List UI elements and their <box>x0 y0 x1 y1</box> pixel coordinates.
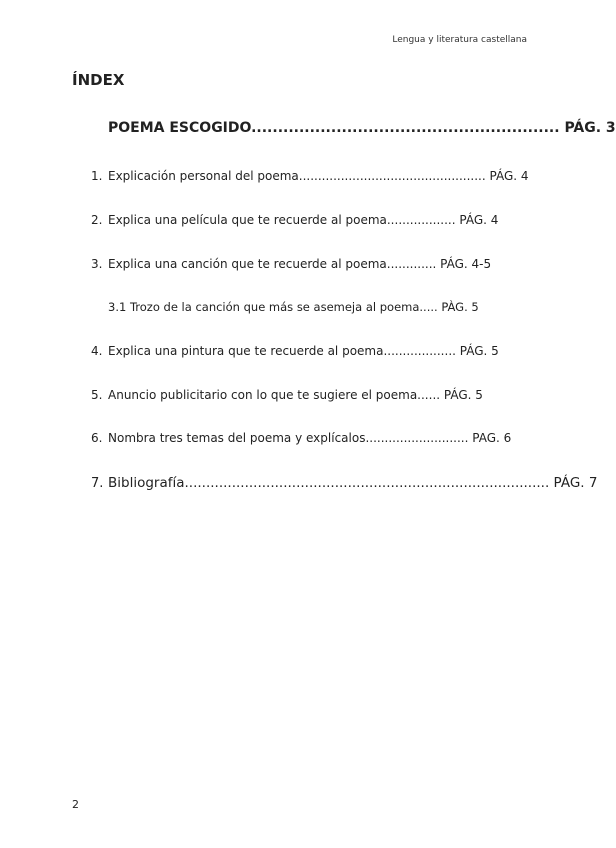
toc-entry-text: Explica una película que te recuerde al poema.................. PÁG. 4 <box>108 213 499 227</box>
toc-entry-text: Anuncio publicitario con lo que te sugiere el poema...... PÁG. 5 <box>108 388 483 402</box>
running-header: Lengua y literatura castellana <box>392 35 527 45</box>
toc-entry-number: 4. <box>91 344 103 358</box>
toc-entry-text: Explica una canción que te recuerde al poema............. PÁG. 4-5 <box>108 257 492 271</box>
toc-entry-6 <box>91 427 526 447</box>
toc-entry-number: 3. <box>91 257 103 271</box>
toc-entry-number: 7. <box>91 476 104 491</box>
toc-entry-3-1 <box>91 296 526 316</box>
toc-entry-1 <box>91 165 529 185</box>
toc-entry-number: 2. <box>91 213 103 227</box>
page-title: ÍNDEX <box>72 71 125 89</box>
toc-entry-4 <box>91 340 526 360</box>
toc-entry-5 <box>91 384 526 404</box>
toc-entry-3 <box>91 253 526 273</box>
toc-entry-text: 3.1 Trozo de la canción que más se asemeja al poema..... PÀG. 5 <box>108 300 479 314</box>
toc-entry-text: Nombra tres temas del poema y explícalos........................... PAG. 6 <box>108 431 512 445</box>
page-number: 2 <box>72 798 79 811</box>
toc-entry-poema-escogido <box>91 118 616 138</box>
toc-entry-7 <box>91 473 598 493</box>
toc-entry-text: POEMA ESCOGIDO.......................................................... PÁG. 3 <box>108 120 616 136</box>
toc-entry-text: Bibliografía..................................................................................... PÁG. 7 <box>108 475 598 491</box>
toc-entry-2 <box>91 209 526 229</box>
toc-entry-number: 6. <box>91 431 103 445</box>
toc-entry-text: Explica una pintura que te recuerde al poema................... PÁG. 5 <box>108 344 499 358</box>
toc-entry-number: 5. <box>91 388 103 402</box>
toc-entry-number: 1. <box>91 169 103 183</box>
toc-entry-text: Explicación personal del poema................................................. PÁG. 4 <box>108 169 529 183</box>
